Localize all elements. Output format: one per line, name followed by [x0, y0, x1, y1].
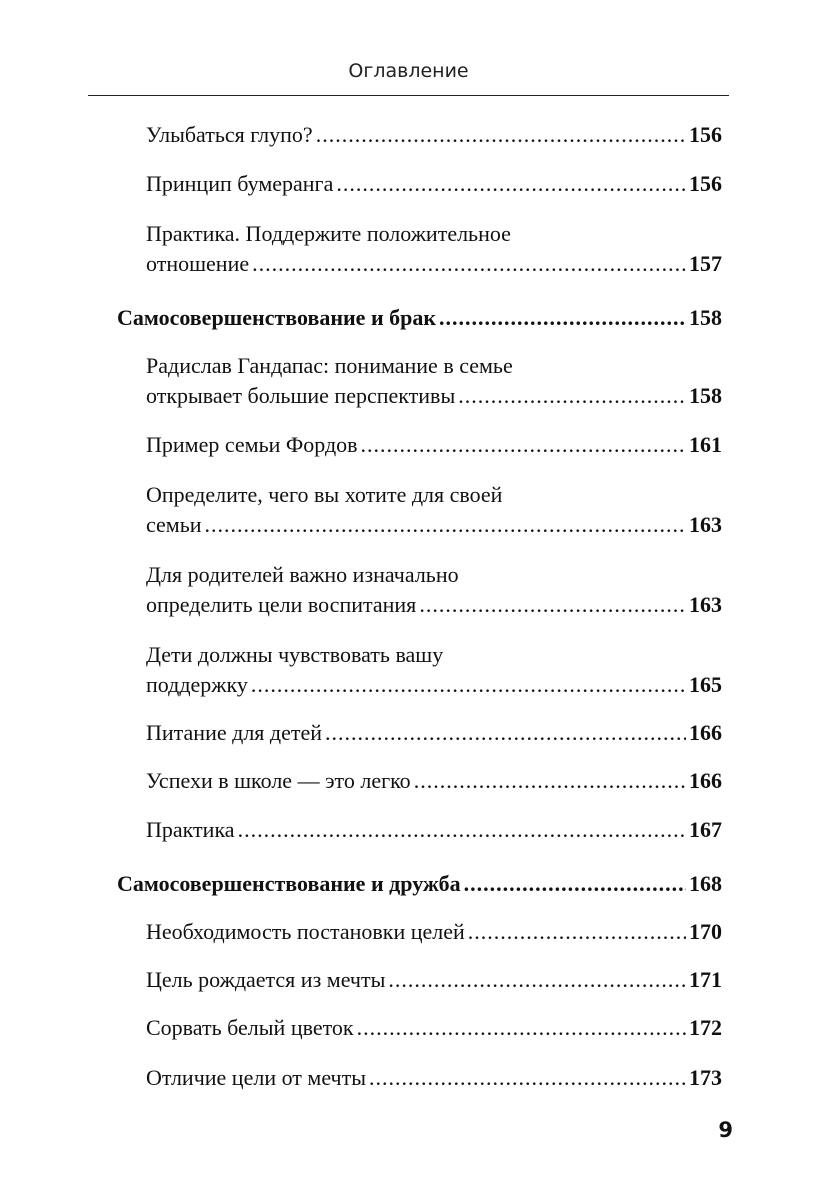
entry-title: Радислав Гандапас: понимание в семье — [146, 353, 513, 378]
toc-entry — [146, 430, 722, 460]
entry-title: Пример семьи Фордов — [146, 432, 358, 457]
toc-entry — [146, 219, 722, 279]
entry-page: 165 — [689, 672, 722, 697]
running-header: Оглавление — [348, 60, 469, 82]
toc-entry — [146, 815, 722, 845]
entry-title-cont: семьи — [146, 512, 202, 537]
entry-title: Цель рождается из мечты — [146, 967, 386, 992]
toc-entry — [146, 640, 722, 700]
entry-page: 161 — [689, 432, 722, 457]
entry-title: Принцип бумеранга — [146, 171, 334, 196]
dot-leader — [205, 510, 686, 540]
dot-leader — [252, 249, 686, 279]
entry-page: 166 — [689, 720, 722, 745]
page-number: 9 — [718, 1118, 733, 1142]
entry-page: 166 — [689, 768, 722, 793]
toc-entry — [146, 718, 722, 748]
dot-leader — [316, 120, 686, 150]
entry-title: Практика — [146, 817, 235, 842]
entry-title: Улыбаться глупо? — [146, 122, 313, 147]
entry-page: 167 — [689, 817, 722, 842]
toc-entry — [146, 965, 722, 995]
dot-leader — [388, 965, 686, 995]
toc-entry — [146, 917, 722, 947]
chapter-page: 158 — [689, 305, 722, 330]
dot-leader — [414, 766, 686, 796]
dot-leader — [336, 169, 686, 199]
dot-leader — [439, 303, 686, 333]
toc-entry — [146, 480, 722, 540]
dot-leader — [361, 430, 686, 460]
toc-entry — [146, 120, 722, 150]
entry-page: 170 — [689, 919, 722, 944]
entry-title-cont: открывает большие перспективы — [146, 383, 456, 408]
entry-page: 163 — [689, 512, 722, 537]
entry-title-cont: отношение — [146, 251, 250, 276]
dot-leader — [238, 815, 686, 845]
entry-page: 157 — [689, 251, 722, 276]
dot-leader — [458, 381, 686, 411]
dot-leader — [325, 718, 686, 748]
dot-leader — [251, 670, 686, 700]
entry-title: Практика. Поддержите положительное — [146, 221, 511, 246]
entry-title: Отличие цели от мечты — [146, 1065, 367, 1090]
toc-entry — [146, 560, 722, 620]
dot-leader — [468, 917, 686, 947]
entry-page: 156 — [689, 171, 722, 196]
entry-title: Питание для детей — [146, 720, 323, 745]
entry-title: Необходимость постановки целей — [146, 919, 465, 944]
entry-title: Успехи в школе — это легко — [146, 768, 411, 793]
entry-title: Дети должны чувствовать вашу — [146, 642, 444, 667]
entry-page: 172 — [689, 1015, 722, 1040]
entry-title-cont: поддержку — [146, 672, 248, 697]
entry-page: 158 — [689, 383, 722, 408]
toc-entry — [146, 351, 722, 411]
chapter-page: 168 — [689, 871, 722, 896]
dot-leader — [419, 590, 686, 620]
dot-leader — [369, 1063, 686, 1093]
toc-entry — [146, 169, 722, 199]
toc-entry — [146, 1013, 722, 1043]
toc-chapter — [117, 303, 722, 333]
entry-page: 171 — [689, 967, 722, 992]
dot-leader — [464, 869, 686, 899]
entry-page: 173 — [689, 1065, 722, 1090]
entry-title: Определите, чего вы хотите для своей — [146, 482, 503, 507]
chapter-title: Самосовершенствование и брак — [117, 305, 437, 330]
dot-leader — [357, 1013, 686, 1043]
toc-chapter — [117, 869, 722, 899]
toc-entry — [146, 1063, 722, 1093]
entry-title: Сорвать белый цветок — [146, 1015, 354, 1040]
entry-page: 163 — [689, 592, 722, 617]
toc-entry — [146, 766, 722, 796]
entry-title-cont: определить цели воспитания — [146, 592, 417, 617]
entry-page: 156 — [689, 122, 722, 147]
entry-title: Для родителей важно изначально — [146, 562, 459, 587]
chapter-title: Самосовершенствование и дружба — [117, 871, 461, 896]
